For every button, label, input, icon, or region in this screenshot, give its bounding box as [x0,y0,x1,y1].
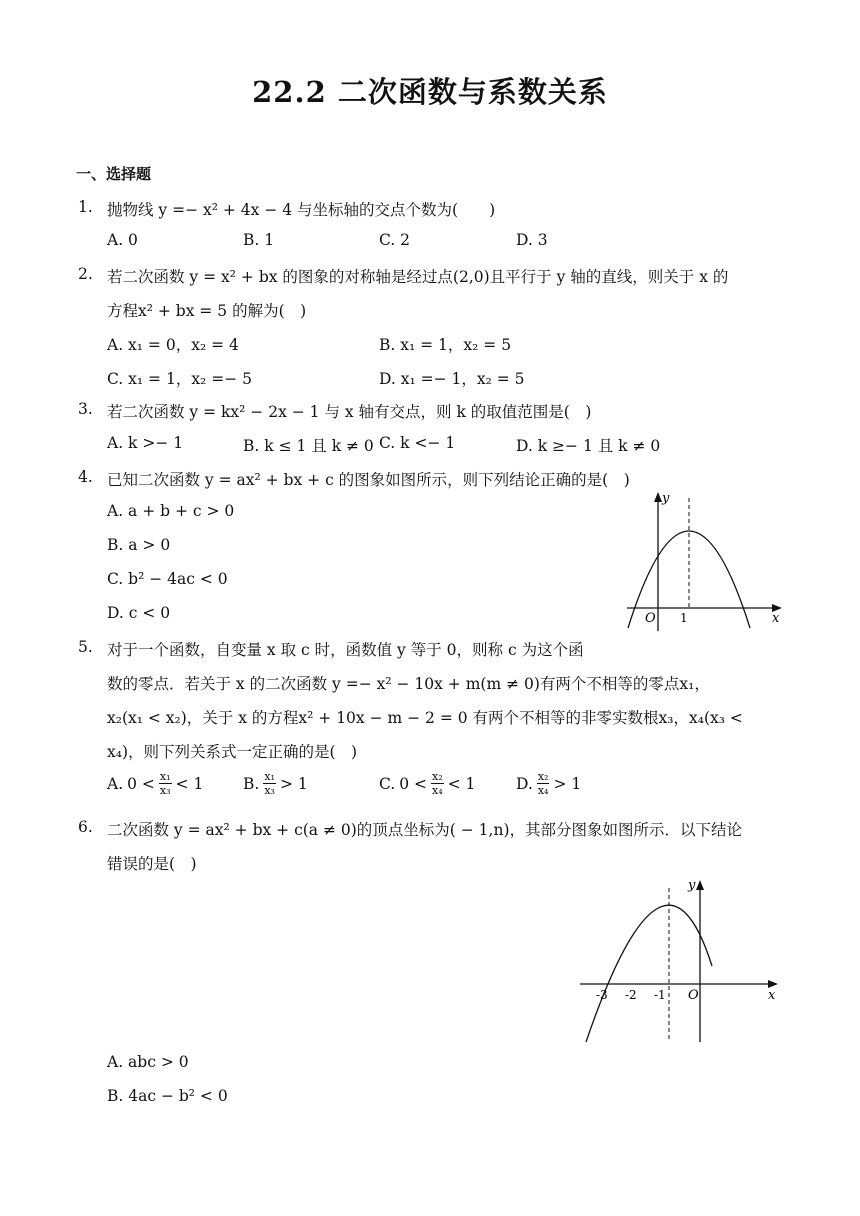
option-lead: 0 < [127,774,155,793]
q1-option-a: A. 0 [107,231,138,249]
fraction-denominator: x₃ [264,784,275,797]
q1-option-d: D. 3 [516,231,548,249]
fraction [159,770,172,797]
q5-option-d [516,770,581,797]
fraction [537,770,550,797]
question-6-text-line-2: 错误的是( ) [107,855,197,873]
option-prefix: B. [243,774,260,793]
question-1-text: 抛物线 y =− x² + 4x − 4 与坐标轴的交点个数为( ) [107,201,496,219]
fraction-denominator: x₄ [432,784,443,797]
q3-option-a: A. k >− 1 [107,434,184,452]
fraction-numerator: x₁ [264,770,275,783]
option-tail: < 1 [175,774,204,793]
q4-option-d: D. c < 0 [107,604,171,622]
q4-option-c: C. b² − 4ac < 0 [107,570,228,588]
question-6-number: 6. [78,818,93,836]
fraction-numerator: x₁ [159,770,171,783]
option-tail: < 1 [447,774,476,793]
question-1-number: 1. [78,198,93,216]
tick-label-neg2: -2 [625,988,637,1002]
fraction [263,770,276,797]
question-2-text-line-2: 方程x² + bx = 5 的解为( ) [107,302,307,320]
question-5-number: 5. [78,638,93,656]
option-prefix: A. [107,774,124,793]
option-tail: > 1 [279,774,308,793]
tick-label-neg1: -1 [654,988,666,1002]
origin-label: O [688,988,699,1003]
fraction-numerator: x₂ [537,770,549,783]
question-5-text-line-2: 数的零点．若关于 x 的二次函数 y =− x² − 10x + m(m ≠ 0)有两个不相等的零点x₁， [107,675,710,693]
option-prefix: D. [516,774,533,793]
fraction-denominator: x₃ [159,784,171,797]
option-prefix: C. [379,774,396,793]
question-5-text-line-3: x₂(x₁ < x₂)，关于 x 的方程x² + 10x − m − 2 = 0 有两个不相等的非零实数根x₃，x₄(x₃ < [107,709,743,727]
x-axis-arrow-icon [768,980,778,988]
q3-option-b: B. k ≤ 1 且 k ≠ 0 [243,437,374,455]
q1-option-b: B. 1 [243,231,275,249]
section-heading: 一、选择题 [76,165,152,183]
question-6-parabola-figure [578,874,784,1046]
q2-option-c: C. x₁ = 1，x₂ =− 5 [107,370,252,388]
q5-option-b [243,770,308,797]
y-axis-arrow-icon [696,880,704,890]
y-axis-arrow-icon [654,492,662,502]
q1-option-c: C. 2 [379,231,411,249]
x-axis-label: x [772,611,780,626]
question-3-text: 若二次函数 y = kx² − 2x − 1 与 x 轴有交点，则 k 的取值范围是( ) [107,403,592,421]
q6-option-a: A. abc > 0 [107,1053,189,1071]
q6-option-b: B. 4ac − b² < 0 [107,1087,228,1105]
question-4-number: 4. [78,468,93,486]
x-axis-label: x [768,988,776,1003]
question-3-number: 3. [78,400,93,418]
fraction-numerator: x₂ [432,770,443,783]
page-title: 22.2 二次函数与系数关系 [252,75,608,109]
question-4-parabola-figure [622,486,792,632]
q2-option-d: D. x₁ =− 1，x₂ = 5 [379,370,525,388]
origin-label: O [645,611,656,626]
q4-option-b: B. a > 0 [107,536,171,554]
tick-label-neg3: -3 [596,988,608,1002]
q5-option-c [379,770,475,797]
q4-option-a: A. a + b + c > 0 [107,502,235,520]
question-5-text-line-4: x₄)，则下列关系式一定正确的是( ) [107,743,358,761]
option-lead: 0 < [399,774,428,793]
y-axis-label: y [688,878,696,893]
question-6-text-line-1: 二次函数 y = ax² + bx + c(a ≠ 0)的顶点坐标为( − 1,n)，其部分图象如图所示．以下结论 [107,821,742,839]
question-5-text-line-1: 对于一个函数，自变量 x 取 c 时，函数值 y 等于 0，则称 c 为这个函 [107,641,584,659]
q3-option-c: C. k <− 1 [379,434,456,452]
parabola-curve [586,905,712,1042]
question-2-text-line-1: 若二次函数 y = x² + bx 的图象的对称轴是经过点(2,0)且平行于 y 轴的直线，则关于 x 的 [107,268,729,286]
question-4-text: 已知二次函数 y = ax² + bx + c 的图象如图所示，则下列结论正确的是( ) [107,471,630,489]
q2-option-b: B. x₁ = 1，x₂ = 5 [379,336,512,354]
q3-option-d: D. k ≥− 1 且 k ≠ 0 [516,437,661,455]
y-axis-label: y [662,491,670,506]
fraction [431,770,444,797]
question-2-number: 2. [78,265,93,283]
q2-option-a: A. x₁ = 0，x₂ = 4 [107,336,239,354]
tick-label-1: 1 [680,611,688,625]
fraction-denominator: x₄ [537,784,549,797]
q5-option-a [107,770,203,797]
option-tail: > 1 [553,774,582,793]
